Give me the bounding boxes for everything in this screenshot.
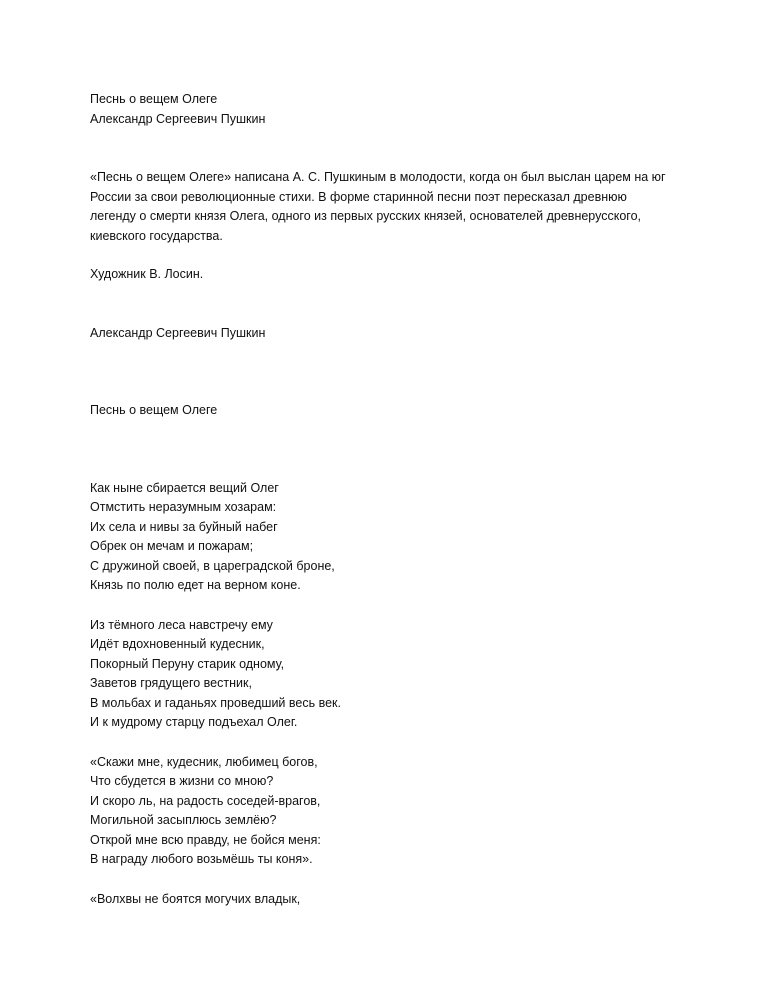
intro-line: «Песнь о вещем Олеге» написана А. С. Пушкиным в молодости, когда он был выслан царем на юг xyxy=(90,170,666,184)
body-author: Александр Сергеевич Пушкин xyxy=(90,325,266,340)
poem-stanza xyxy=(90,479,690,596)
poem-line: Их села и нивы за буйный набег xyxy=(90,519,278,534)
body-title: Песнь о вещем Олеге xyxy=(90,403,218,417)
poem-line: И к мудрому старцу подъехал Олег. xyxy=(90,715,298,729)
poem-line: Могильной засыплюсь землёю? xyxy=(90,813,277,827)
poem-line: Обрек он мечам и пожарам; xyxy=(90,539,254,553)
poem-line: Что сбудется в жизни со мною? xyxy=(90,774,274,788)
poem-line: Из тёмного леса навстречу ему xyxy=(90,617,273,632)
header-author: Александр Сергеевич Пушкин xyxy=(90,111,266,126)
poem-line: Заветов грядущего вестник, xyxy=(90,676,252,690)
poem-line: Покорный Перуну старик одному, xyxy=(90,656,285,671)
header-title: Песнь о вещем Олеге xyxy=(90,92,218,106)
poem-line: С дружиной своей, в цареградской броне, xyxy=(90,558,335,573)
document-page xyxy=(90,90,690,909)
poem-line: В награду любого возьмёшь ты коня». xyxy=(90,852,313,866)
poem-stanza xyxy=(90,616,690,733)
poem-line: Князь по полю едет на верном коне. xyxy=(90,578,301,592)
poem-line: И скоро ль, на радость соседей-врагов, xyxy=(90,793,321,808)
poem-stanza xyxy=(90,753,690,870)
intro-line: России за свои революционные стихи. В форме старинной песни поэт пересказал древнюю xyxy=(90,189,627,204)
intro-line: киевского государства. xyxy=(90,228,223,243)
poem-stanza xyxy=(90,890,690,910)
poem-line: Открой мне всю правду, не бойся меня: xyxy=(90,832,321,847)
poem xyxy=(90,479,690,910)
illustrator-credit: Художник В. Лосин. xyxy=(90,267,204,281)
poem-line: «Скажи мне, кудесник, любимец богов, xyxy=(90,754,318,769)
poem-line: Идёт вдохновенный кудесник, xyxy=(90,637,265,651)
poem-line: Как ныне сбирается вещий Олег xyxy=(90,480,279,495)
poem-line: «Волхвы не боятся могучих владык, xyxy=(90,891,301,906)
intro-paragraph xyxy=(90,168,690,246)
poem-line: В мольбах и гаданьях проведший весь век. xyxy=(90,695,341,710)
intro-line: легенду о смерти князя Олега, одного из первых русских князей, основателей древнерусского, xyxy=(90,209,641,223)
poem-line: Отмстить неразумным хозарам: xyxy=(90,500,277,514)
